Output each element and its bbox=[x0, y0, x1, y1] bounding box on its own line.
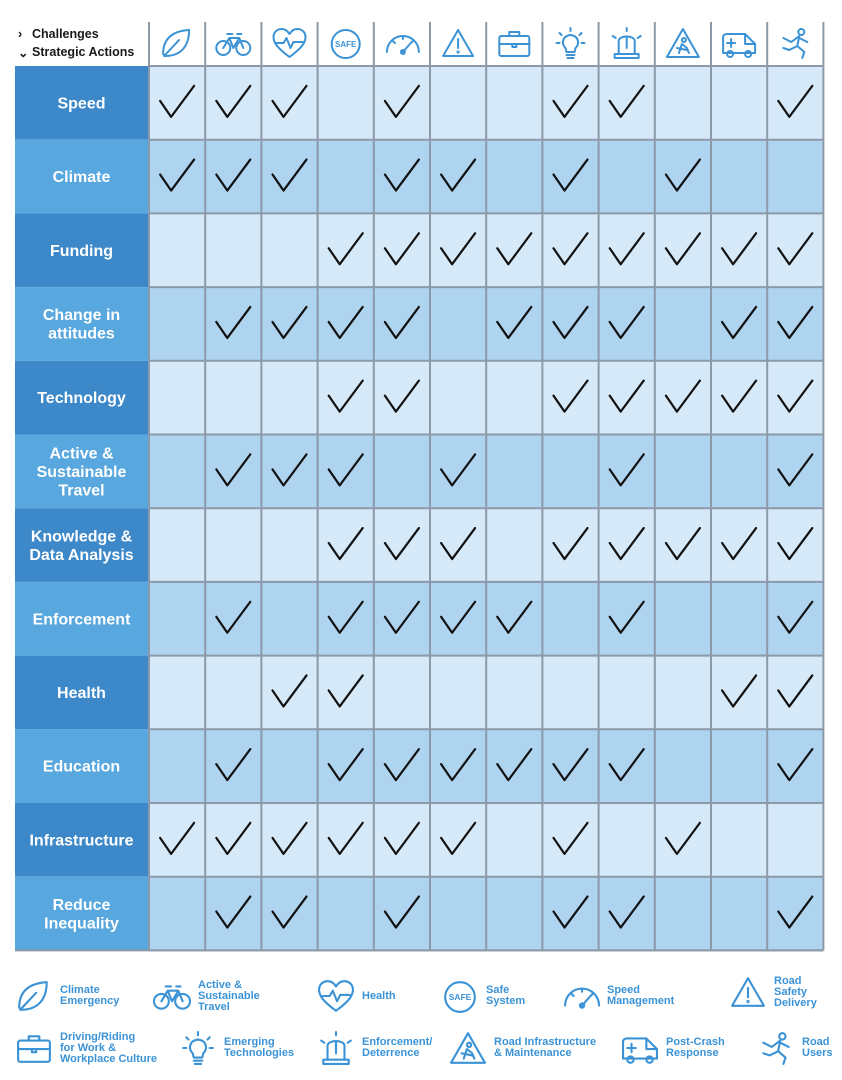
leaf-icon bbox=[14, 978, 54, 1014]
matrix-cell bbox=[711, 213, 767, 287]
legend-item-briefcase bbox=[14, 1030, 157, 1066]
matrix-cell bbox=[599, 213, 655, 287]
safe-badge-icon bbox=[440, 978, 480, 1014]
row-label: Knowledge & Data Analysis bbox=[29, 528, 134, 564]
matrix-cell bbox=[711, 361, 767, 435]
matrix-cell bbox=[318, 361, 374, 435]
matrix-cell bbox=[767, 361, 823, 435]
matrix-cell bbox=[711, 140, 767, 214]
row-label: Infrastructure bbox=[29, 832, 134, 850]
matrix-cell bbox=[318, 66, 374, 140]
matrix-cell bbox=[711, 877, 767, 951]
matrix-cell bbox=[655, 66, 711, 140]
matrix-cell bbox=[767, 66, 823, 140]
matrix-cell bbox=[149, 66, 205, 140]
matrix-cell bbox=[542, 435, 598, 509]
matrix-cell bbox=[599, 656, 655, 730]
matrix-cell bbox=[261, 508, 317, 582]
matrix-cell bbox=[430, 582, 486, 656]
legend-item-siren bbox=[316, 1030, 432, 1066]
matrix-cell bbox=[542, 287, 598, 361]
matrix-cell bbox=[486, 582, 542, 656]
matrix-cell bbox=[711, 803, 767, 877]
row-label: Active & Sustainable Travel bbox=[36, 445, 127, 500]
matrix-cell bbox=[149, 435, 205, 509]
matrix-cell bbox=[149, 729, 205, 803]
legend-label: Road Infrastructure & Maintenance bbox=[494, 1036, 597, 1059]
matrix-cell bbox=[374, 656, 430, 730]
column-header-warning-triangle-icon bbox=[443, 30, 473, 56]
legend-item-safe-badge bbox=[440, 978, 525, 1014]
challenges-label: Challenges bbox=[32, 27, 99, 41]
matrix-cell bbox=[374, 582, 430, 656]
matrix-cell bbox=[261, 66, 317, 140]
road-user-icon bbox=[756, 1030, 796, 1066]
lightbulb-icon bbox=[178, 1030, 218, 1066]
column-header-leaf-icon bbox=[163, 30, 189, 56]
matrix-cell bbox=[767, 582, 823, 656]
matrix-header bbox=[18, 27, 134, 60]
matrix-cell bbox=[599, 361, 655, 435]
matrix-cell bbox=[149, 656, 205, 730]
svg-text:SAFE: SAFE bbox=[335, 40, 357, 49]
matrix-cell bbox=[374, 287, 430, 361]
column-header-heart-pulse-icon bbox=[274, 29, 306, 57]
matrix-cell bbox=[599, 287, 655, 361]
matrix-cell bbox=[430, 656, 486, 730]
matrix-cell bbox=[711, 435, 767, 509]
legend-item-heart-pulse bbox=[316, 978, 396, 1014]
matrix-cell bbox=[318, 508, 374, 582]
matrix-cell bbox=[261, 361, 317, 435]
siren-icon bbox=[316, 1030, 356, 1066]
matrix-cell bbox=[486, 877, 542, 951]
matrix-cell bbox=[149, 582, 205, 656]
bicycle-icon bbox=[152, 978, 192, 1014]
matrix-cell bbox=[374, 66, 430, 140]
matrix-cell bbox=[205, 140, 261, 214]
matrix-cell bbox=[767, 877, 823, 951]
matrix-cell bbox=[149, 287, 205, 361]
matrix-cell bbox=[149, 140, 205, 214]
matrix-cell bbox=[542, 656, 598, 730]
legend-label: Health bbox=[362, 989, 396, 1002]
matrix-cell bbox=[711, 66, 767, 140]
matrix-cell bbox=[149, 877, 205, 951]
matrix-cell bbox=[374, 213, 430, 287]
legend-item-leaf bbox=[14, 978, 119, 1014]
briefcase-icon bbox=[14, 1030, 54, 1066]
matrix-cell bbox=[261, 287, 317, 361]
matrix-cell bbox=[655, 213, 711, 287]
matrix-cell bbox=[599, 508, 655, 582]
matrix-cell bbox=[318, 729, 374, 803]
matrix-cell bbox=[430, 213, 486, 287]
matrix-cell bbox=[711, 729, 767, 803]
matrix-cell bbox=[767, 508, 823, 582]
matrix-cell bbox=[430, 803, 486, 877]
matrix-cell bbox=[599, 877, 655, 951]
matrix-cell bbox=[261, 877, 317, 951]
heart-pulse-icon bbox=[316, 978, 356, 1014]
matrix-cell bbox=[149, 361, 205, 435]
matrix-cell bbox=[261, 582, 317, 656]
matrix-cell bbox=[261, 435, 317, 509]
matrix-cell bbox=[149, 803, 205, 877]
matrix-cell bbox=[486, 213, 542, 287]
matrix-cell bbox=[542, 361, 598, 435]
matrix-cell bbox=[205, 66, 261, 140]
matrix-cell bbox=[374, 361, 430, 435]
matrix-cell bbox=[205, 361, 261, 435]
matrix-cell bbox=[205, 213, 261, 287]
matrix-cell bbox=[767, 729, 823, 803]
row-label: Climate bbox=[52, 169, 111, 187]
column-header-lightbulb-icon bbox=[557, 28, 585, 58]
matrix-cell bbox=[486, 803, 542, 877]
legend-label: Enforcement/ Deterrence bbox=[362, 1036, 433, 1059]
legend-item-lightbulb bbox=[178, 1030, 294, 1066]
matrix-cell bbox=[542, 582, 598, 656]
column-header-roadworks-icon bbox=[667, 29, 699, 57]
matrix-cell bbox=[261, 803, 317, 877]
legend-item-warning-triangle bbox=[728, 974, 817, 1010]
matrix-cell bbox=[261, 213, 317, 287]
speedometer-icon bbox=[561, 978, 601, 1014]
matrix-cell bbox=[542, 140, 598, 214]
matrix-cell bbox=[430, 287, 486, 361]
matrix-cell bbox=[318, 213, 374, 287]
matrix-cell bbox=[149, 213, 205, 287]
matrix-cell bbox=[767, 287, 823, 361]
warning-triangle-icon bbox=[728, 974, 768, 1010]
matrix-cell bbox=[486, 361, 542, 435]
matrix-cell bbox=[486, 435, 542, 509]
matrix-cell bbox=[205, 508, 261, 582]
matrix-cell bbox=[205, 287, 261, 361]
matrix-cell bbox=[711, 582, 767, 656]
row-label: Technology bbox=[37, 390, 126, 408]
matrix-cell bbox=[655, 582, 711, 656]
matrix-cell bbox=[655, 877, 711, 951]
legend-label: Safe System bbox=[486, 984, 526, 1007]
matrix-cell bbox=[655, 435, 711, 509]
legend-label: Road Safety Delivery bbox=[774, 974, 817, 1009]
matrix-cell bbox=[655, 729, 711, 803]
legend-label: Post-Crash Response bbox=[666, 1036, 725, 1059]
matrix-cell bbox=[318, 803, 374, 877]
matrix-cell bbox=[430, 729, 486, 803]
matrix-cell bbox=[318, 435, 374, 509]
matrix-cell bbox=[486, 287, 542, 361]
matrix-cell bbox=[711, 508, 767, 582]
challenges-chevron-icon: › bbox=[18, 27, 23, 41]
matrix-cell bbox=[542, 66, 598, 140]
row-label: Speed bbox=[57, 95, 106, 113]
matrix-cell bbox=[374, 140, 430, 214]
matrix-cell bbox=[374, 729, 430, 803]
matrix-cell bbox=[318, 656, 374, 730]
matrix-cell bbox=[767, 140, 823, 214]
row-label: Funding bbox=[49, 242, 114, 260]
matrix-cell bbox=[205, 656, 261, 730]
matrix-cell bbox=[599, 435, 655, 509]
matrix-cell bbox=[205, 729, 261, 803]
matrix-cell bbox=[711, 656, 767, 730]
matrix-cell bbox=[542, 729, 598, 803]
matrix-cell bbox=[430, 508, 486, 582]
legend-item-bicycle bbox=[152, 978, 260, 1014]
matrix-cell bbox=[318, 877, 374, 951]
legend-item-ambulance bbox=[620, 1030, 725, 1066]
legend-label: Emerging Technologies bbox=[224, 1036, 295, 1059]
matrix-cell bbox=[767, 656, 823, 730]
matrix-cell bbox=[318, 287, 374, 361]
matrix-cell bbox=[542, 508, 598, 582]
column-header-ambulance-icon bbox=[723, 34, 755, 57]
matrix-cell bbox=[374, 508, 430, 582]
matrix-cell bbox=[655, 140, 711, 214]
svg-text:SAFE: SAFE bbox=[448, 992, 472, 1003]
matrix-cell bbox=[542, 213, 598, 287]
column-header-road-user-icon bbox=[783, 29, 807, 58]
matrix-cell bbox=[655, 656, 711, 730]
matrix-cell bbox=[599, 582, 655, 656]
matrix-cell bbox=[599, 803, 655, 877]
matrix-cell bbox=[430, 361, 486, 435]
legend-label: Active & Sustainable Travel bbox=[198, 978, 260, 1013]
matrix-cell bbox=[767, 435, 823, 509]
matrix-cell bbox=[261, 729, 317, 803]
matrix-cell bbox=[261, 656, 317, 730]
matrix-cell bbox=[374, 803, 430, 877]
column-header-siren-icon bbox=[613, 28, 641, 58]
legend-label: Speed Management bbox=[607, 984, 675, 1007]
column-header-speedometer-icon bbox=[387, 36, 419, 54]
matrix-cell bbox=[655, 508, 711, 582]
matrix-cell bbox=[486, 729, 542, 803]
matrix-cell bbox=[205, 582, 261, 656]
matrix-cell bbox=[655, 287, 711, 361]
matrix-cell bbox=[430, 435, 486, 509]
matrix-cell bbox=[599, 729, 655, 803]
legend-label: Climate Emergency bbox=[60, 984, 120, 1007]
matrix-cell bbox=[599, 140, 655, 214]
strategic-actions-label: Strategic Actions bbox=[32, 45, 135, 59]
actions-chevron-icon: ⌄ bbox=[18, 46, 29, 60]
legend-item-roadworks bbox=[448, 1030, 596, 1066]
roadworks-icon bbox=[448, 1030, 488, 1066]
row-label: Education bbox=[42, 758, 121, 776]
matrix-cell bbox=[205, 435, 261, 509]
row-label: Health bbox=[57, 684, 106, 702]
matrix-cell bbox=[486, 66, 542, 140]
matrix-cell bbox=[655, 803, 711, 877]
legend-item-road-user bbox=[756, 1030, 833, 1066]
matrix-cell bbox=[599, 66, 655, 140]
column-header-briefcase-icon bbox=[499, 32, 529, 56]
matrix-cell bbox=[318, 140, 374, 214]
matrix-cell bbox=[542, 877, 598, 951]
row-label: Reduce Inequality bbox=[44, 896, 119, 933]
matrix-cell bbox=[767, 803, 823, 877]
matrix-cell bbox=[767, 213, 823, 287]
matrix-cell bbox=[430, 140, 486, 214]
legend-item-speedometer bbox=[561, 978, 674, 1014]
legend-label: Driving/Riding for Work & Workplace Culture bbox=[60, 1030, 157, 1065]
matrix-cell bbox=[205, 803, 261, 877]
legend-label: Road Users bbox=[802, 1036, 833, 1059]
row-label: Enforcement bbox=[32, 611, 131, 629]
matrix-cell bbox=[542, 803, 598, 877]
row-label: Change in attitudes bbox=[42, 307, 121, 343]
column-header-bicycle-icon bbox=[216, 34, 250, 55]
matrix-cell bbox=[711, 287, 767, 361]
matrix-cell bbox=[374, 877, 430, 951]
matrix-cell bbox=[318, 582, 374, 656]
matrix-cell bbox=[430, 877, 486, 951]
matrix-cell bbox=[149, 508, 205, 582]
matrix-cell bbox=[486, 508, 542, 582]
matrix-cell bbox=[486, 656, 542, 730]
matrix-cell bbox=[486, 140, 542, 214]
matrix-cell bbox=[261, 140, 317, 214]
matrix-cell bbox=[374, 435, 430, 509]
legend bbox=[0, 968, 842, 1080]
matrix-cell bbox=[655, 361, 711, 435]
matrix-cell bbox=[205, 877, 261, 951]
matrix-cell bbox=[430, 66, 486, 140]
ambulance-icon bbox=[620, 1030, 660, 1066]
column-header-safe-badge-icon bbox=[332, 30, 360, 58]
